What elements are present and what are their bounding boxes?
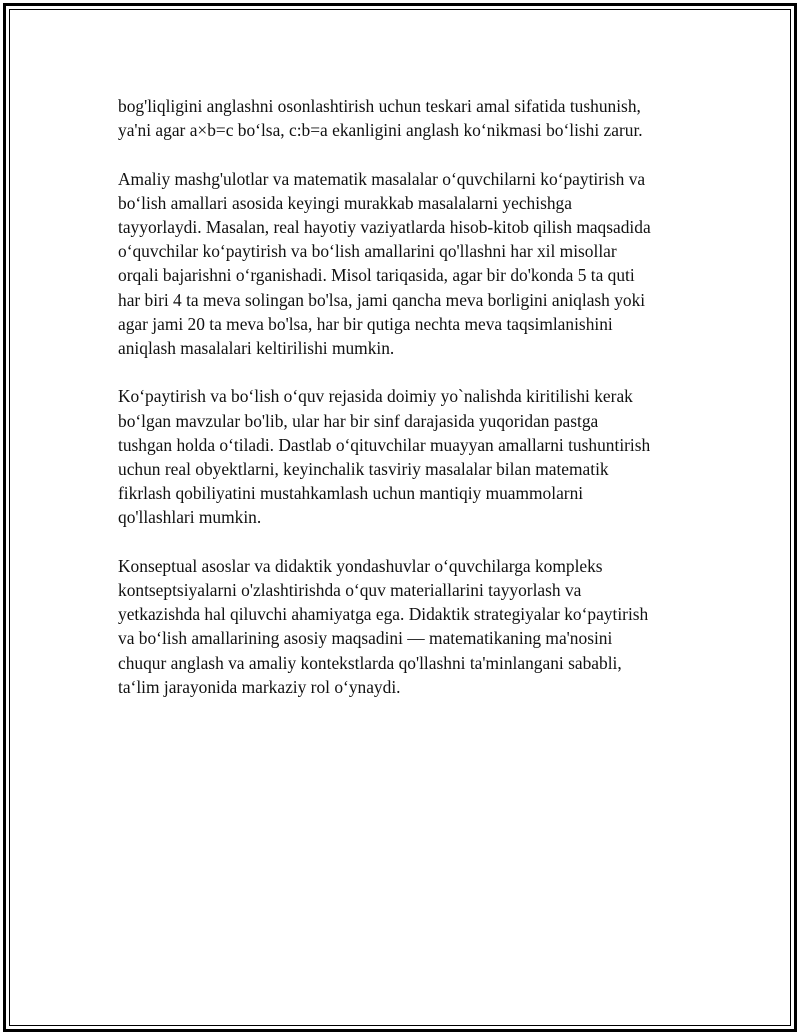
paragraph-2 <box>118 167 698 361</box>
text-line: chuqur anglash va amaliy kontekstlarda qo'llashni ta'minlangani sababli, <box>118 652 622 673</box>
text-line: tayyorlaydi. Masalan, real hayotiy vaziyatlarda hisob-kitob qilish maqsadida <box>118 217 651 237</box>
text-line: Konseptual asoslar va didaktik yondashuvlar o‘quvchilarga kompleks <box>118 555 603 576</box>
text-line: tushgan holda o‘tiladi. Dastlab o‘qituvchilar muayyan amallarni tushuntirish <box>118 434 651 455</box>
paragraph-3 <box>118 384 698 529</box>
paragraph-1 <box>118 94 698 142</box>
text-line: aniqlash masalalari keltirilishi mumkin. <box>118 338 395 359</box>
text-line: yetkazishda hal qiluvchi ahamiyatga ega. Didaktik strategiyalar ko‘paytirish <box>118 604 649 625</box>
text-line: ya'ni agar a×b=c bo‘lsa, c:b=a ekanligini anglash ko‘nikmasi bo‘lishi zarur. <box>118 120 643 141</box>
text-line: agar jami 20 ta meva bo'lsa, har bir qutiga nechta meva taqsimlanishini <box>118 313 613 334</box>
text-line: o‘quvchilar ko‘paytirish va bo‘lish amallarini qo'llashni har xil misollar <box>118 241 617 262</box>
text-line: Ko‘paytirish va bo‘lish o‘quv rejasida doimiy yo`nalishda kiritilishi kerak <box>118 386 633 407</box>
text-line: uchun real obyektlarni, keyinchalik tasviriy masalalar bilan matematik <box>118 459 609 480</box>
text-line: va bo‘lish amallarining asosiy maqsadini — matematikaning ma'nosini <box>118 628 613 649</box>
text-line: kontseptsiyalarni o'zlashtirishda o‘quv materiallarini tayyorlash va <box>118 580 582 601</box>
text-line: bog'liqligini anglashni osonlashtirish uchun teskari amal sifatida tushunish, <box>118 96 641 116</box>
text-line: har biri 4 ta meva solingan bo'lsa, jami qancha meva borligini aniqlash yoki <box>118 289 646 310</box>
text-line: bo‘lgan mavzular bo'lib, ular har bir sinf darajasida yuqoridan pastga <box>118 410 599 431</box>
text-line: orqali bajarishni o‘rganishadi. Misol tariqasida, agar bir do'konda 5 ta quti <box>118 265 635 286</box>
text-line: fikrlash qobiliyatini mustahkamlash uchun mantiqiy muammolarni <box>118 483 584 504</box>
paragraph-4 <box>118 554 698 699</box>
text-line: Amaliy mashg'ulotlar va matematik masalalar o‘quvchilarni ko‘paytirish va <box>118 168 646 189</box>
document-body <box>118 94 698 723</box>
text-line: ta‘lim jarayonida markaziy rol o‘ynaydi. <box>118 676 401 697</box>
text-line: qo'llashlari mumkin. <box>118 507 262 528</box>
text-line: bo‘lish amallari asosida keyingi murakkab masalalarni yechishga <box>118 192 572 213</box>
